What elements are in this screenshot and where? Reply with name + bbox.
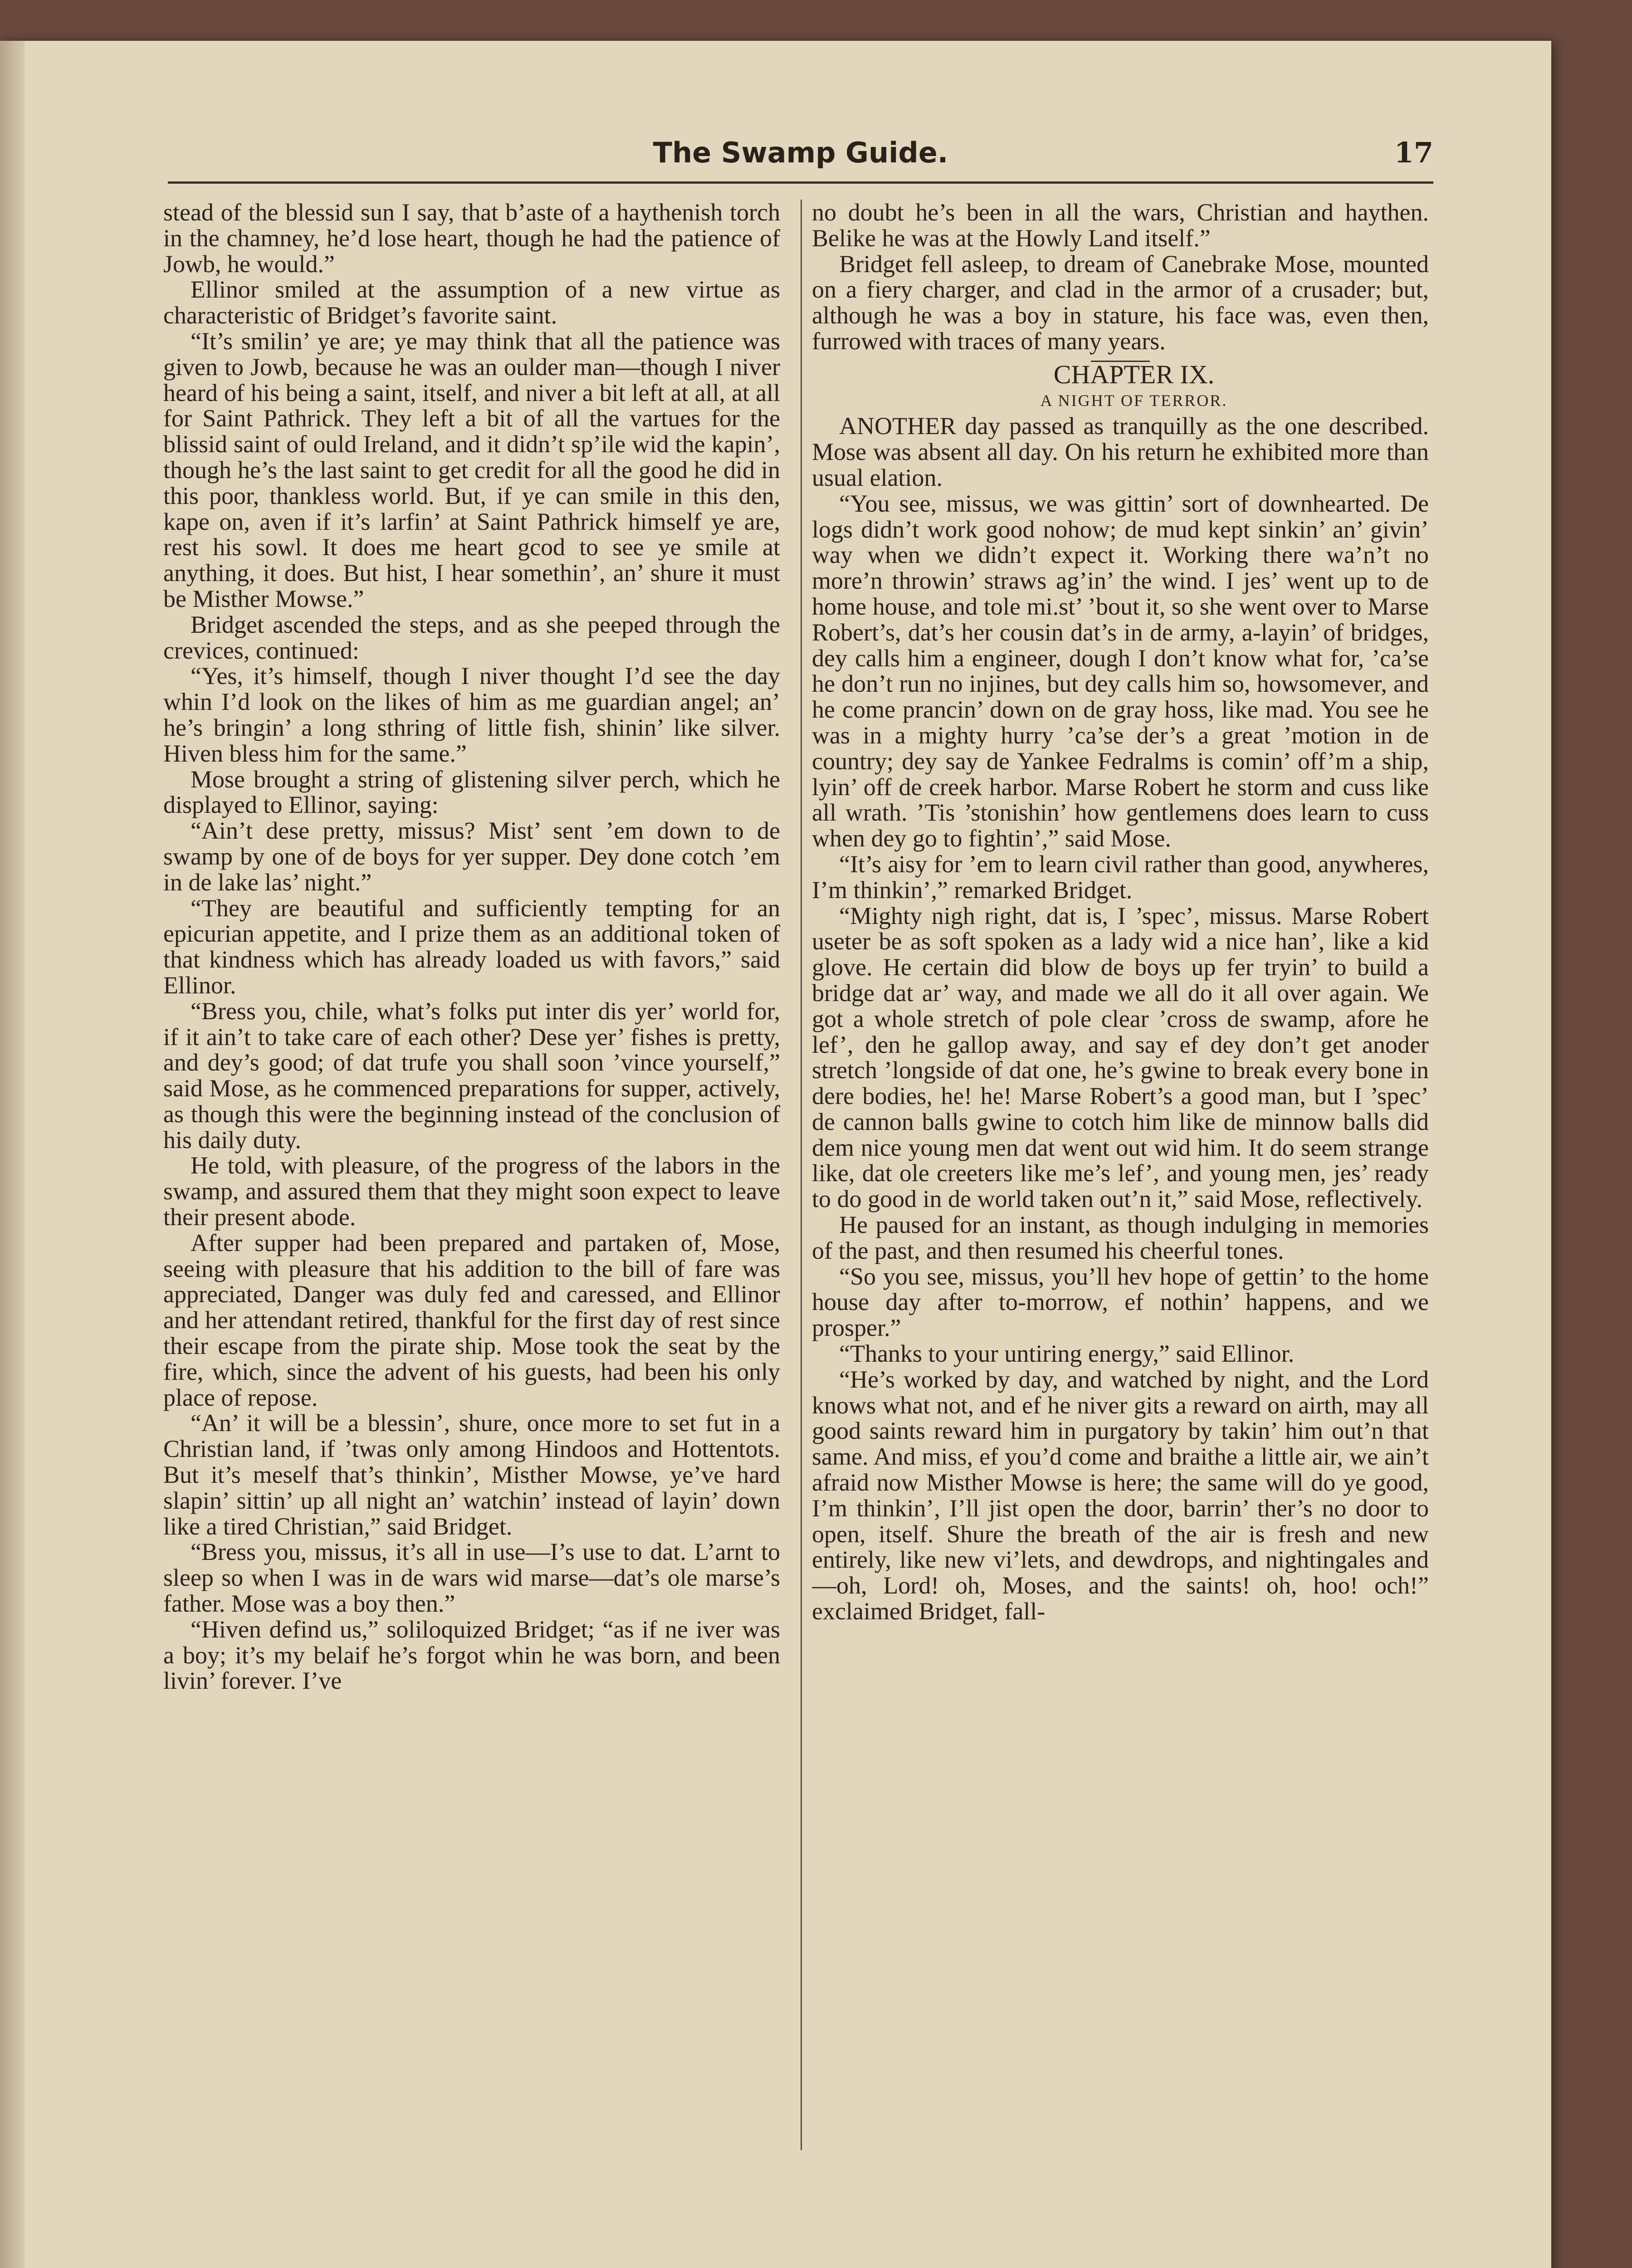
running-title: The Swamp Guide. — [653, 136, 948, 169]
paragraph: stead of the blessid sun I say, that b’aste of a haythenish torch in the chamney, he’d lose heart, though he had the patience of Jowb, he would.” — [163, 200, 780, 278]
paragraph: “He’s worked by day, and watched by night, and the Lord knows what not, and ef he niver gits a reward on airth, may all good saints reward him in purgatory by takin’ him out’n that same. And miss, ef you’d come and braithe a little air, we ain’t afraid now Misther Mowse is here; the same will do ye good, I’m thinkin’, I’ll jist open the door, barrin’ ther’s no door to open, itself. Shure the breath of the air is fresh and new entirely, like new vi’lets, and dewdrops, and nightingales and—oh, Lord! oh, Moses, and the saints! oh, hoo! och!” exclaimed Bridget, fall- — [812, 1365, 1429, 1625]
right-column — [812, 200, 1429, 2150]
paragraph: After supper had been prepared and partaken of, Mose, seeing with pleasure that his addition to the bill of fare was appreciated, Danger was duly fed and caressed, and Ellinor and her attendant retired, thankful for the first day of rest since their escape from the pirate ship. Mose took the seat by the fire, which, since the advent of his guests, had been his only place of repose. — [163, 1229, 780, 1411]
page-number: 17 — [1394, 136, 1433, 169]
paragraph: “It’s smilin’ ye are; ye may think that all the patience was given to Jowb, because he was an oulder man—though I niver heard of his being a saint, itself, and niver a bit left at all, at all for Saint Pathrick. They left a bit of all the vartues for the blissid saint of ould Ireland, and it didn’t sp’ile wid the kapin’, though he’s the last saint to get credit for all the good he did in this poor, thankless world. But, if ye can smile in this den, kape on, aven if it’s larfin’ at Saint Pathrick himself ye are, rest his sowl. It does me heart gcod to see ye smile at anything, it does. But hist, I hear somethin’, an’ shure it must be Misther Mowse.” — [163, 327, 780, 612]
page-header — [168, 136, 1433, 191]
paragraph: Bridget ascended the steps, and as she peeped through the crevices, continued: — [163, 611, 780, 664]
left-column — [163, 200, 780, 2150]
header-rule — [168, 181, 1433, 184]
paragraph: “Yes, it’s himself, though I niver thought I’d see the day whin I’d look on the likes of him as me guardian angel; an’ he’s bringin’ a long sthring of little fish, shinin’ like silver. Hiven bless him for the same.” — [163, 662, 780, 767]
paragraph: “Mighty nigh right, dat is, I ’spec’, missus. Marse Robert useter be as soft spoken as a lady wid a nice han’, like a kid glove. He certain did blow de boys up fer tryin’ to build a bridge dat ar’ way, and made we all do it all over again. We got a whole stretch of pole clear ’cross de swamp, afore he lef’, den he gallop away, and say ef dey don’t get anoder stretch ’longside of dat one, he’s gwine to break every bone in dere bodies, he! he! Marse Robert’s a good man, but I ’spec’ de cannon balls gwine to cotch him like de minnow balls did dem nice young men dat went out wid him. It do seem strange like, dat ole creeters like me’s lef’, and young men, jes’ ready to do good in de world taken out’n it,” said Mose, reflectively. — [812, 902, 1429, 1213]
paragraph: “Bress you, chile, what’s folks put inter dis yer’ world for, if it ain’t to take care of each other? Dese yer’ fishes is pretty, and dey’s good; of dat trufe you shall soon ’vince yourself,” said Mose, as he commenced preparations for supper, actively, as though this were the beginning instead of the conclusion of his daily duty. — [163, 997, 780, 1154]
paragraph: “Thanks to your untiring energy,” said Ellinor. — [839, 1340, 1295, 1368]
paragraph: “Hiven defind us,” soliloquized Bridget; “as if ne iver was a boy; it’s my belaif he’s forgot whin he was born, and been livin’ forever. I’ve — [163, 1615, 780, 1695]
paragraph: Mose brought a string of glistening silver perch, which he displayed to Ellinor, saying: — [163, 765, 780, 819]
paragraph: no doubt he’s been in all the wars, Christian and haythen. Belike he was at the Howly Land itself.” — [812, 200, 1429, 252]
chapter-heading: CHAPTER IX. — [1053, 359, 1215, 389]
page-binding-edge — [0, 41, 25, 2268]
paragraph: He paused for an instant, as though indulging in memories of the past, and then resumed his cheerful tones. — [812, 1211, 1429, 1264]
paragraph: “So you see, missus, you’ll hev hope of gettin’ to the home house day after to-morrow, ef nothin’ happens, and we prosper.” — [812, 1262, 1429, 1342]
paragraph: “It’s aisy for ’em to learn civil rather than good, anywheres, I’m thinkin’,” remarked Bridget. — [812, 850, 1429, 904]
column-divider — [801, 200, 802, 2150]
paragraph: He told, with pleasure, of the progress of the labors in the swamp, and assured them that they might soon expect to leave their present abode. — [163, 1152, 780, 1231]
paragraph: Ellinor smiled at the assumption of a new virtue as characteristic of Bridget’s favorite saint. — [163, 276, 780, 329]
paragraph: “An’ it will be a blessin’, shure, once more to set fut in a Christian land, if ’twas only among Hindoos and Hottentots. But it’s meself that’s thinkin’, Misther Mowse, ye’ve hard slapin’ sittin’ up all night an’ watchin’ instead of layin’ down like a tired Christian,” said Bridget. — [163, 1409, 780, 1540]
paragraph: “You see, missus, we was gittin’ sort of downhearted. De logs didn’t work good nohow; de mud kept sinkin’ an’ givin’ way when we didn’t expect it. Working there wa’n’t no more’n throwin’ straws ag’in’ the wind. I jes’ went up to de home house, and tole mi.st’ ’bout it, so she went over to Marse Robert’s, dat’s her cousin dat’s in de army, a-layin’ of bridges, dey calls him a engineer, dough I don’t know what for, ’ca’se he don’t run no injines, but dey calls him so, howsomever, and he come prancin’ down on de gray hoss, like mad. You see he was in a mighty hurry ’ca’se der’s a great ’motion in de country; dey say de Yankee Fedralms is comin’ off’m a ship, lyin’ off de creek harbor. Marse Robert he storm and cuss like all wrath. ’Tis ’stonishin’ how gentlemens does learn to cuss when dey go to fightin’,” said Mose. — [812, 489, 1429, 852]
paragraph: “Bress you, missus, it’s all in use—I’s use to dat. L’arnt to sleep so when I was in de wars wid marse—dat’s ole marse’s father. Mose was a boy then.” — [163, 1538, 780, 1618]
paragraph: “Ain’t dese pretty, missus? Mist’ sent ’em down to de swamp by one of de boys for yer supper. Dey done cotch ’em in de lake las’ night.” — [163, 817, 780, 896]
chapter-subtitle: A NIGHT OF TERROR. — [1040, 391, 1228, 410]
paragraph: “They are beautiful and sufficiently tempting for an epicurian appetite, and I prize them as an additional token of that kindness which has already loaded us with favors,” said Ellinor. — [163, 894, 780, 999]
paragraph: ANOTHER day passed as tranquilly as the one described. Mose was absent all day. On his return he exhibited more than usual elation. — [812, 412, 1429, 491]
paragraph: Bridget fell asleep, to dream of Canebrake Mose, mounted on a fiery charger, and clad in the armor of a crusader; but, although he was a boy in stature, his face was, even then, furrowed with traces of many years. — [812, 250, 1429, 355]
